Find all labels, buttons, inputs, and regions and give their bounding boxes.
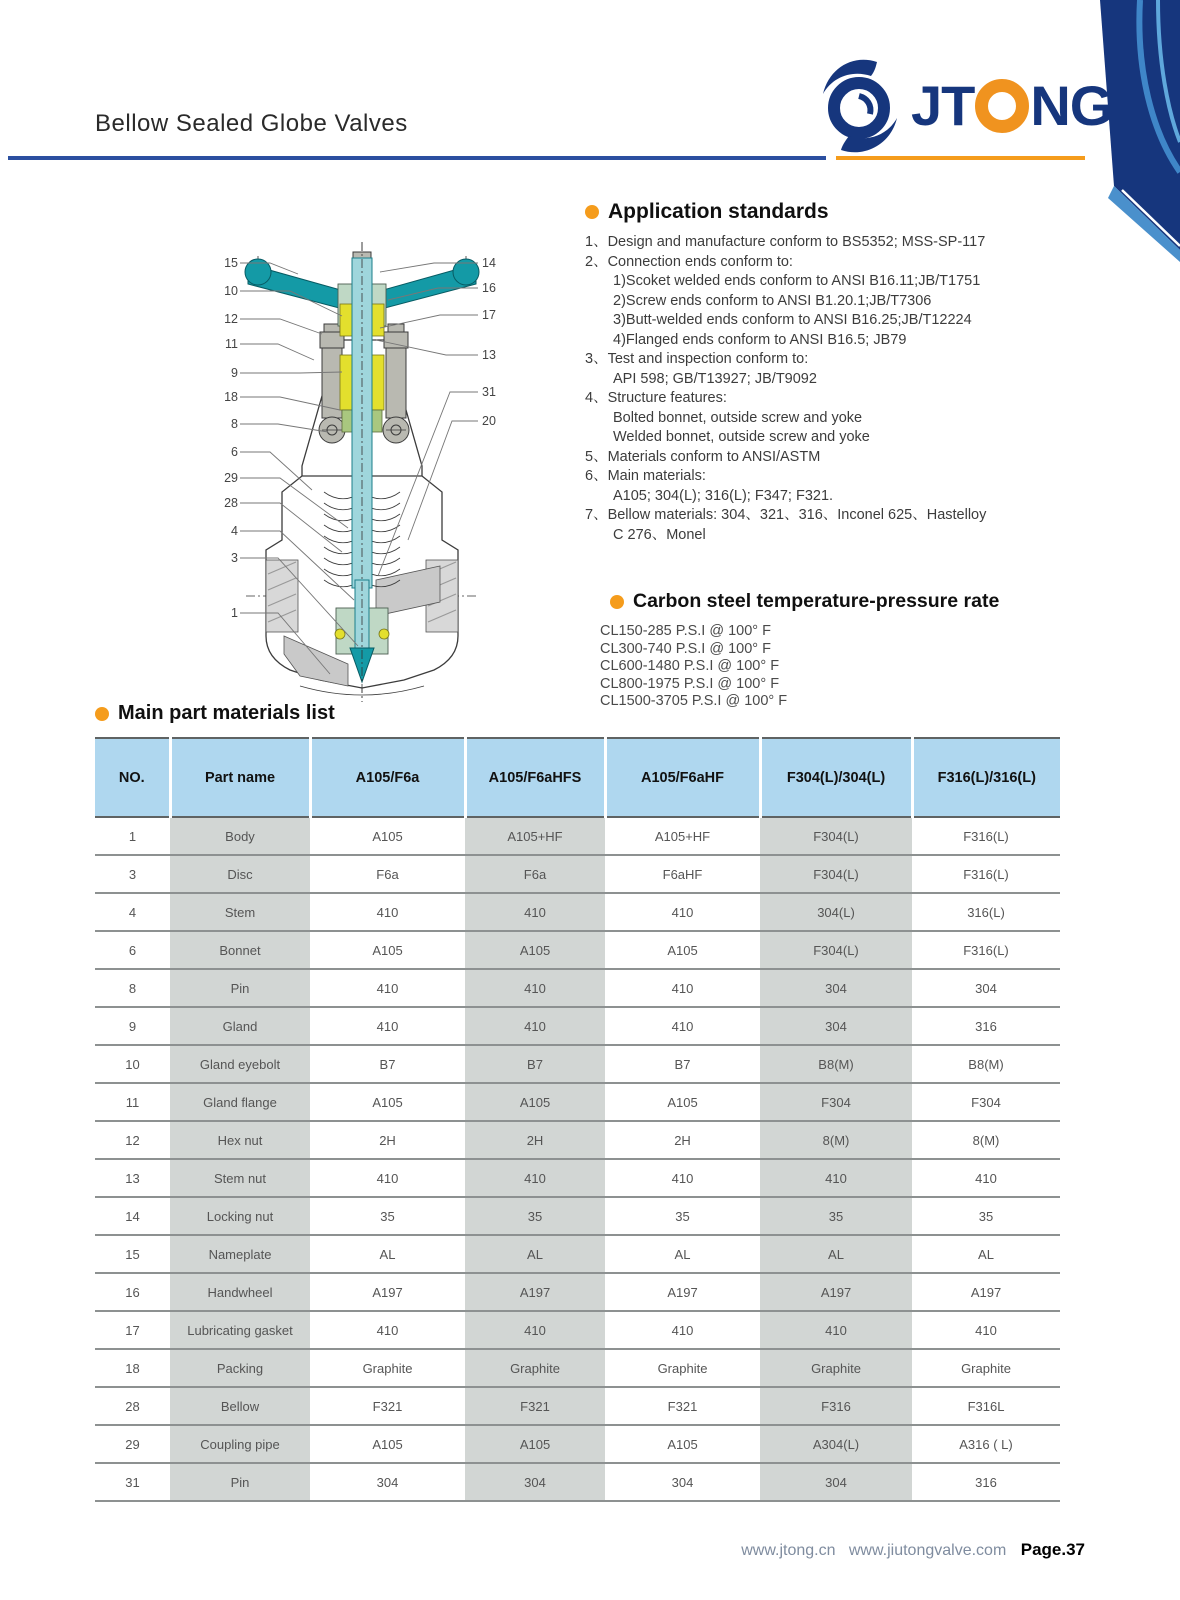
table-cell: A197 (465, 1273, 605, 1311)
pressure-rate-heading (600, 590, 1100, 613)
application-standards-list (585, 233, 1170, 545)
pressure-rate-title: Carbon steel temperature-pressure rate (633, 590, 1000, 612)
table-cell: 11 (95, 1083, 170, 1121)
table-cell: 35 (605, 1197, 760, 1235)
table-cell: Graphite (465, 1349, 605, 1387)
table-cell: F316(L) (912, 931, 1060, 969)
table-cell: B8(M) (760, 1045, 912, 1083)
table-cell: 29 (95, 1425, 170, 1463)
table-cell: 410 (760, 1159, 912, 1197)
application-standards-heading (585, 200, 1170, 224)
table-cell: 316(L) (912, 893, 1060, 931)
orange-bullet-icon (585, 205, 599, 219)
table-cell: 304 (605, 1463, 760, 1501)
table-cell: F6aHF (605, 855, 760, 893)
table-cell: B8(M) (912, 1045, 1060, 1083)
table-cell: A105+HF (465, 817, 605, 855)
header-rule-orange (836, 156, 1085, 160)
materials-table-wrap (95, 737, 1060, 1502)
table-cell: F304(L) (760, 817, 912, 855)
standard-item: 1、Design and manufacture conform to BS5352; MSS-SP-117 (585, 234, 986, 250)
table-cell: 9 (95, 1007, 170, 1045)
table-cell: 304 (912, 969, 1060, 1007)
table-cell: 410 (310, 1311, 465, 1349)
table-cell: 8 (95, 969, 170, 1007)
table-cell: Bonnet (170, 931, 310, 969)
column-header: F304(L)/304(L) (760, 738, 912, 817)
materials-heading (95, 702, 335, 725)
table-cell: F6a (465, 855, 605, 893)
table-cell: 12 (95, 1121, 170, 1159)
table-cell: F316(L) (912, 817, 1060, 855)
pressure-rate-line: CL600-1480 P.S.I @ 100° F (600, 658, 780, 674)
table-row (95, 1045, 1060, 1083)
table-cell: F316 (760, 1387, 912, 1425)
table-cell: A105 (605, 1083, 760, 1121)
table-cell: 17 (95, 1311, 170, 1349)
table-row (95, 817, 1060, 855)
standard-item: 3)Butt-welded ends conform to ANSI B16.25;JB/T12224 (613, 312, 972, 328)
pressure-rate-section (600, 590, 1100, 711)
table-cell: A197 (310, 1273, 465, 1311)
diagram-callout-15: 15 (224, 256, 238, 270)
standard-item: 2)Screw ends conform to ANSI B1.20.1;JB/T7306 (613, 292, 932, 309)
table-cell: 410 (605, 893, 760, 931)
standard-item: Bolted bonnet, outside screw and yoke (613, 409, 863, 426)
table-cell: 304 (465, 1463, 605, 1501)
table-cell: 2H (465, 1121, 605, 1159)
table-cell: 10 (95, 1045, 170, 1083)
logo-swirl-icon (815, 58, 907, 154)
table-cell: AL (912, 1235, 1060, 1273)
table-cell: Graphite (760, 1349, 912, 1387)
materials-title: Main part materials list (118, 702, 335, 724)
pressure-rate-line: CL800-1975 P.S.I @ 100° F (600, 675, 780, 692)
column-header: Part name (170, 738, 310, 817)
logo-wordmark (911, 74, 1113, 137)
table-row (95, 1463, 1060, 1501)
standard-item: 3、Test and inspection conform to: (585, 351, 809, 367)
table-cell: A105 (310, 817, 465, 855)
pressure-rate-line: CL1500-3705 P.S.I @ 100° F (600, 693, 788, 709)
table-cell: Hex nut (170, 1121, 310, 1159)
table-cell: Pin (170, 969, 310, 1007)
page-footer (600, 1540, 1085, 1560)
table-cell: 410 (912, 1311, 1060, 1349)
table-cell: 15 (95, 1235, 170, 1273)
table-cell: A105 (465, 1425, 605, 1463)
table-cell: Packing (170, 1349, 310, 1387)
pressure-rate-line: CL300-740 P.S.I @ 100° F (600, 640, 771, 657)
table-row (95, 1007, 1060, 1045)
application-standards-title: Application standards (608, 200, 829, 223)
column-header: F316(L)/316(L) (912, 738, 1060, 817)
table-cell: 2H (605, 1121, 760, 1159)
standard-item: C 276、Monel (613, 526, 706, 543)
table-cell: 35 (760, 1197, 912, 1235)
materials-table (95, 737, 1060, 1502)
table-cell: A197 (912, 1273, 1060, 1311)
table-cell: Body (170, 817, 310, 855)
logo-text-ng: NG (1030, 74, 1113, 137)
table-cell: 304(L) (760, 893, 912, 931)
table-cell: Coupling pipe (170, 1425, 310, 1463)
table-cell: 316 (912, 1007, 1060, 1045)
table-cell: 35 (912, 1197, 1060, 1235)
table-row (95, 855, 1060, 893)
table-cell: 410 (465, 1159, 605, 1197)
table-cell: 410 (465, 969, 605, 1007)
standard-item: API 598; GB/T13927; JB/T9092 (613, 370, 817, 387)
column-header: A105/F6a (310, 738, 465, 817)
table-cell: A105+HF (605, 817, 760, 855)
table-row (95, 1349, 1060, 1387)
diagram-callout-4: 4 (231, 524, 238, 538)
table-cell: A105 (310, 1083, 465, 1121)
standard-item: 5、Materials conform to ANSI/ASTM (585, 448, 821, 465)
table-row (95, 931, 1060, 969)
table-row (95, 1273, 1060, 1311)
logo-text-jt: JT (911, 74, 975, 137)
table-cell: 410 (465, 893, 605, 931)
table-cell: 410 (465, 1007, 605, 1045)
standard-item: 4、Structure features: (585, 390, 727, 406)
standard-item: A105; 304(L); 316(L); F347; F321. (613, 487, 834, 504)
table-cell: 8(M) (760, 1121, 912, 1159)
table-cell: F304(L) (760, 855, 912, 893)
table-cell: A105 (310, 1425, 465, 1463)
table-cell: Graphite (912, 1349, 1060, 1387)
diagram-callout-29: 29 (224, 471, 238, 485)
table-row (95, 1387, 1060, 1425)
table-cell: F304(L) (760, 931, 912, 969)
table-cell: 8(M) (912, 1121, 1060, 1159)
table-cell: AL (310, 1235, 465, 1273)
table-cell: AL (465, 1235, 605, 1273)
table-cell: F316(L) (912, 855, 1060, 893)
table-cell: Graphite (310, 1349, 465, 1387)
diagram-callout-3: 3 (231, 551, 238, 565)
page-title: Bellow Sealed Globe Valves (95, 110, 408, 137)
diagram-callout-6: 6 (231, 445, 238, 459)
table-header-row (95, 738, 1060, 817)
table-cell: AL (760, 1235, 912, 1273)
table-row (95, 969, 1060, 1007)
header-rule-blue (8, 156, 826, 160)
table-cell: A304(L) (760, 1425, 912, 1463)
table-cell: A316 ( L) (912, 1425, 1060, 1463)
application-standards-section (585, 200, 1170, 545)
table-cell: Pin (170, 1463, 310, 1501)
table-cell: A105 (310, 931, 465, 969)
table-cell: 35 (310, 1197, 465, 1235)
table-cell: F304 (760, 1083, 912, 1121)
table-cell: 2H (310, 1121, 465, 1159)
table-cell: B7 (310, 1045, 465, 1083)
table-cell: 410 (605, 1311, 760, 1349)
table-cell: A105 (465, 931, 605, 969)
diagram-callout-8: 8 (231, 417, 238, 431)
table-row (95, 893, 1060, 931)
diagram-callout-10: 10 (224, 284, 238, 298)
table-body (95, 817, 1060, 1501)
column-header: NO. (95, 738, 170, 817)
table-row (95, 1159, 1060, 1197)
table-cell: A105 (605, 1425, 760, 1463)
diagram-callout-17: 17 (482, 308, 496, 322)
standard-item: 2、Connection ends conform to: (585, 253, 793, 270)
diagram-callout-11: 11 (225, 337, 238, 351)
table-cell: F304 (912, 1083, 1060, 1121)
table-cell: 6 (95, 931, 170, 969)
standard-item: 7、Bellow materials: 304、321、316、Inconel 625、Hastelloy (585, 507, 987, 523)
gland-eyebolt-right (383, 324, 409, 443)
table-cell: 31 (95, 1463, 170, 1501)
table-cell: 316 (912, 1463, 1060, 1501)
table-cell: 410 (310, 893, 465, 931)
table-row (95, 1311, 1060, 1349)
column-header: A105/F6aHF (605, 738, 760, 817)
table-cell: Gland (170, 1007, 310, 1045)
table-cell: 410 (912, 1159, 1060, 1197)
table-cell: Gland eyebolt (170, 1045, 310, 1083)
table-cell: Lubricating gasket (170, 1311, 310, 1349)
diagram-callout-14: 14 (482, 256, 496, 270)
table-cell: A197 (760, 1273, 912, 1311)
diagram-callout-20: 20 (482, 414, 496, 428)
table-cell: Disc (170, 855, 310, 893)
table-cell: 35 (465, 1197, 605, 1235)
diagram-callout-18: 18 (224, 390, 238, 404)
table-cell: Handwheel (170, 1273, 310, 1311)
table-cell: A105 (605, 931, 760, 969)
table-cell: Nameplate (170, 1235, 310, 1273)
logo-letter-o-ring (975, 79, 1029, 133)
table-cell: 410 (605, 969, 760, 1007)
standard-item: 1)Scoket welded ends conform to ANSI B16.11;JB/T1751 (613, 273, 981, 289)
diagram-callout-28: 28 (224, 496, 238, 510)
diagram-callout-9: 9 (231, 366, 238, 380)
table-cell: F6a (310, 855, 465, 893)
table-cell: A197 (605, 1273, 760, 1311)
table-row (95, 1083, 1060, 1121)
table-cell: 14 (95, 1197, 170, 1235)
table-cell: 410 (310, 969, 465, 1007)
pressure-rate-line: CL150-285 P.S.I @ 100° F (600, 623, 771, 639)
diagram-callout-13: 13 (482, 348, 496, 362)
company-logo (815, 58, 1113, 154)
column-header: A105/F6aHFS (465, 738, 605, 817)
table-cell: Locking nut (170, 1197, 310, 1235)
table-cell: 18 (95, 1349, 170, 1387)
pressure-rate-list (600, 623, 1100, 711)
standard-item: 6、Main materials: (585, 468, 706, 484)
table-cell: 28 (95, 1387, 170, 1425)
table-cell: 410 (760, 1311, 912, 1349)
footer-url-1: www.jtong.cn (741, 1542, 836, 1559)
table-cell: 410 (310, 1159, 465, 1197)
table-cell: B7 (465, 1045, 605, 1083)
table-cell: 410 (465, 1311, 605, 1349)
diagram-callout-31: 31 (482, 385, 496, 399)
orange-bullet-icon (610, 595, 624, 609)
table-cell: F321 (465, 1387, 605, 1425)
table-cell: 16 (95, 1273, 170, 1311)
table-cell: 304 (760, 1463, 912, 1501)
table-row (95, 1121, 1060, 1159)
table-cell: Gland flange (170, 1083, 310, 1121)
diagram-callout-12: 12 (224, 312, 238, 326)
table-cell: Stem nut (170, 1159, 310, 1197)
orange-bullet-icon (95, 707, 109, 721)
table-cell: F316L (912, 1387, 1060, 1425)
table-cell: F321 (605, 1387, 760, 1425)
table-cell: 1 (95, 817, 170, 855)
table-cell: 410 (605, 1159, 760, 1197)
table-cell: 304 (760, 969, 912, 1007)
table-cell: 4 (95, 893, 170, 931)
table-cell: F321 (310, 1387, 465, 1425)
table-cell: 13 (95, 1159, 170, 1197)
diagram-callout-1: 1 (231, 606, 238, 620)
table-cell: A105 (465, 1083, 605, 1121)
table-cell: 304 (310, 1463, 465, 1501)
table-cell: 304 (760, 1007, 912, 1045)
table-cell: B7 (605, 1045, 760, 1083)
diagram-callout-16: 16 (482, 281, 496, 295)
valve-cross-section-diagram (150, 240, 570, 710)
table-cell: Bellow (170, 1387, 310, 1425)
footer-url-2: www.jiutongvalve.com (848, 1542, 1007, 1559)
table-cell: 3 (95, 855, 170, 893)
standard-item: 4)Flanged ends conform to ANSI B16.5; JB79 (613, 331, 907, 348)
table-cell: 410 (605, 1007, 760, 1045)
standard-item: Welded bonnet, outside screw and yoke (613, 429, 870, 445)
table-cell: AL (605, 1235, 760, 1273)
table-row (95, 1197, 1060, 1235)
table-row (95, 1235, 1060, 1273)
footer-page-number: Page.37 (1020, 1540, 1085, 1559)
table-cell: Graphite (605, 1349, 760, 1387)
table-row (95, 1425, 1060, 1463)
table-cell: Stem (170, 893, 310, 931)
table-cell: 410 (310, 1007, 465, 1045)
